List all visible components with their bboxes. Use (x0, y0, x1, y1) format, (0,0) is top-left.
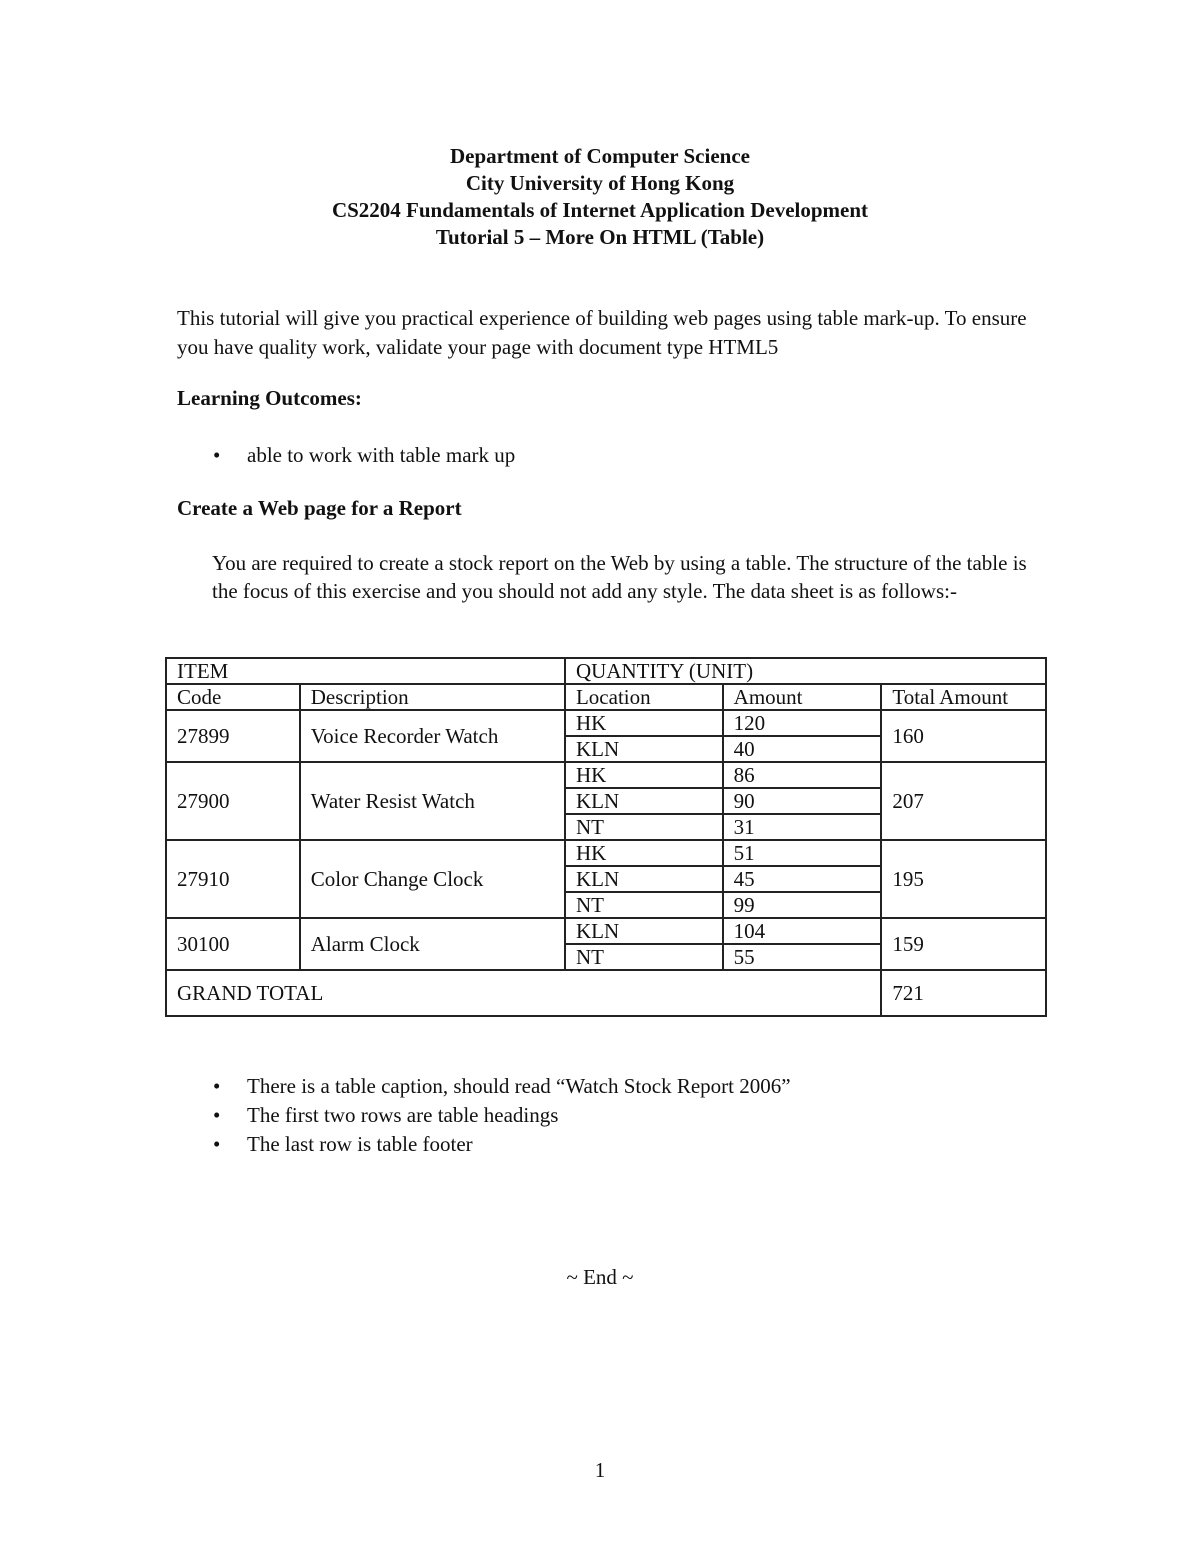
total-amount-cell: 207 (881, 762, 1046, 840)
amount-cell: 120 (723, 710, 882, 736)
amount-cell: 45 (723, 866, 882, 892)
end-marker: ~ End ~ (566, 1265, 634, 1289)
learning-outcomes-heading: Learning Outcomes: (177, 386, 362, 410)
list-item (213, 1072, 791, 1101)
stock-report-table (165, 657, 1047, 1017)
location-cell: NT (565, 944, 723, 970)
header-cell: ITEM (166, 658, 565, 684)
location-cell: KLN (565, 866, 723, 892)
item-description-cell: Color Change Clock (300, 840, 565, 918)
table-header-row (166, 684, 1046, 710)
total-amount-cell: 160 (881, 710, 1046, 762)
header-cell: Total Amount (881, 684, 1046, 710)
table-row (166, 710, 1046, 736)
amount-cell: 86 (723, 762, 882, 788)
item-code-cell: 27899 (166, 710, 300, 762)
task-paragraph: You are required to create a stock report on the Web by using a table. The structure of the table is the focus of this exercise and you should not add any style. The data sheet is as follows:- (212, 551, 1027, 603)
grand-total-value: 721 (881, 970, 1046, 1016)
location-cell: HK (565, 710, 723, 736)
item-description-cell: Voice Recorder Watch (300, 710, 565, 762)
course-title: CS2204 Fundamentals of Internet Application Development (331, 198, 869, 222)
item-description-cell: Water Resist Watch (300, 762, 565, 840)
learning-outcomes-list (213, 441, 515, 470)
list-item (213, 441, 515, 470)
total-amount-cell: 159 (881, 918, 1046, 970)
item-code-cell: 30100 (166, 918, 300, 970)
location-cell: HK (565, 762, 723, 788)
item-code-cell: 27900 (166, 762, 300, 840)
location-cell: HK (565, 840, 723, 866)
list-item-text: The last row is table footer (247, 1132, 473, 1156)
list-item-text: There is a table caption, should read “Watch Stock Report 2006” (247, 1074, 791, 1098)
grand-total-row (166, 970, 1046, 1016)
location-cell: NT (565, 892, 723, 918)
create-report-heading: Create a Web page for a Report (177, 496, 462, 520)
list-item (213, 1130, 791, 1159)
bullet-icon: • (213, 443, 221, 467)
table-row (166, 762, 1046, 788)
location-cell: KLN (565, 918, 723, 944)
university-title: City University of Hong Kong (465, 171, 735, 195)
header-cell: QUANTITY (UNIT) (565, 658, 1046, 684)
document-header (0, 143, 1200, 251)
total-amount-cell: 195 (881, 840, 1046, 918)
location-cell: NT (565, 814, 723, 840)
bullet-icon: • (213, 1132, 221, 1156)
header-cell: Description (300, 684, 565, 710)
table-row (166, 840, 1046, 866)
amount-cell: 99 (723, 892, 882, 918)
list-item-text: The first two rows are table headings (247, 1103, 559, 1127)
table-row (166, 918, 1046, 944)
amount-cell: 51 (723, 840, 882, 866)
amount-cell: 40 (723, 736, 882, 762)
requirements-list (213, 1072, 791, 1159)
page-number: 1 (594, 1458, 606, 1482)
bullet-icon: • (213, 1074, 221, 1098)
item-code-cell: 27910 (166, 840, 300, 918)
header-cell: Amount (723, 684, 882, 710)
intro-paragraph: This tutorial will give you practical experience of building web pages using table mark-up. To ensure you have quality work, validate your page with document type HTML5 (177, 306, 1027, 359)
amount-cell: 90 (723, 788, 882, 814)
amount-cell: 31 (723, 814, 882, 840)
bullet-icon: • (213, 1103, 221, 1127)
item-description-cell: Alarm Clock (300, 918, 565, 970)
list-item-text: able to work with table mark up (247, 443, 516, 467)
header-cell: Location (565, 684, 723, 710)
amount-cell: 104 (723, 918, 882, 944)
tutorial-title: Tutorial 5 – More On HTML (Table) (435, 225, 765, 249)
location-cell: KLN (565, 788, 723, 814)
department-title: Department of Computer Science (450, 144, 750, 168)
grand-total-label: GRAND TOTAL (166, 970, 881, 1016)
list-item (213, 1101, 791, 1130)
location-cell: KLN (565, 736, 723, 762)
table-header-row (166, 658, 1046, 684)
amount-cell: 55 (723, 944, 882, 970)
header-cell: Code (166, 684, 300, 710)
